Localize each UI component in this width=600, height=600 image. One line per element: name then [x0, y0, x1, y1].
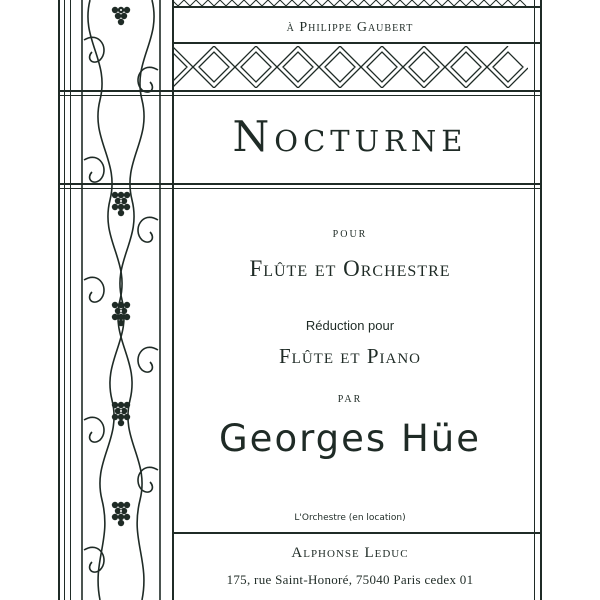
diamond-lattice-band-icon [172, 46, 528, 88]
par-text: par [337, 391, 363, 406]
rule-above-publisher [172, 532, 540, 534]
rule-top-band [172, 6, 540, 8]
orchestra-rental-note: L'Orchestre (en location) [294, 513, 406, 523]
diamond-lattice-band-icon [172, 0, 528, 6]
instrumentation-piano: Flûte et Piano [279, 344, 421, 368]
dedication-text: à Philippe Gaubert [286, 20, 414, 35]
work-title: Nocturne [232, 112, 468, 161]
frame-right-outer [540, 0, 542, 600]
instrumentation-orchestra: Flûte et Orchestre [249, 256, 451, 281]
composer-name: Georges Hüe [219, 417, 481, 460]
publisher-name: Alphonse Leduc [291, 545, 409, 561]
publisher-address: 175, rue Saint-Honoré, 75040 Paris cedex 01 [226, 572, 474, 587]
lattice-band-middle [172, 46, 528, 88]
grape-vine-ornament-icon [70, 0, 172, 600]
rule-under-dedication [172, 42, 540, 44]
grape-vine-ornament-column [70, 0, 172, 600]
reduction-text: Réduction pour [305, 318, 395, 333]
pour-text: pour [332, 226, 368, 241]
lattice-band-top [172, 0, 528, 6]
